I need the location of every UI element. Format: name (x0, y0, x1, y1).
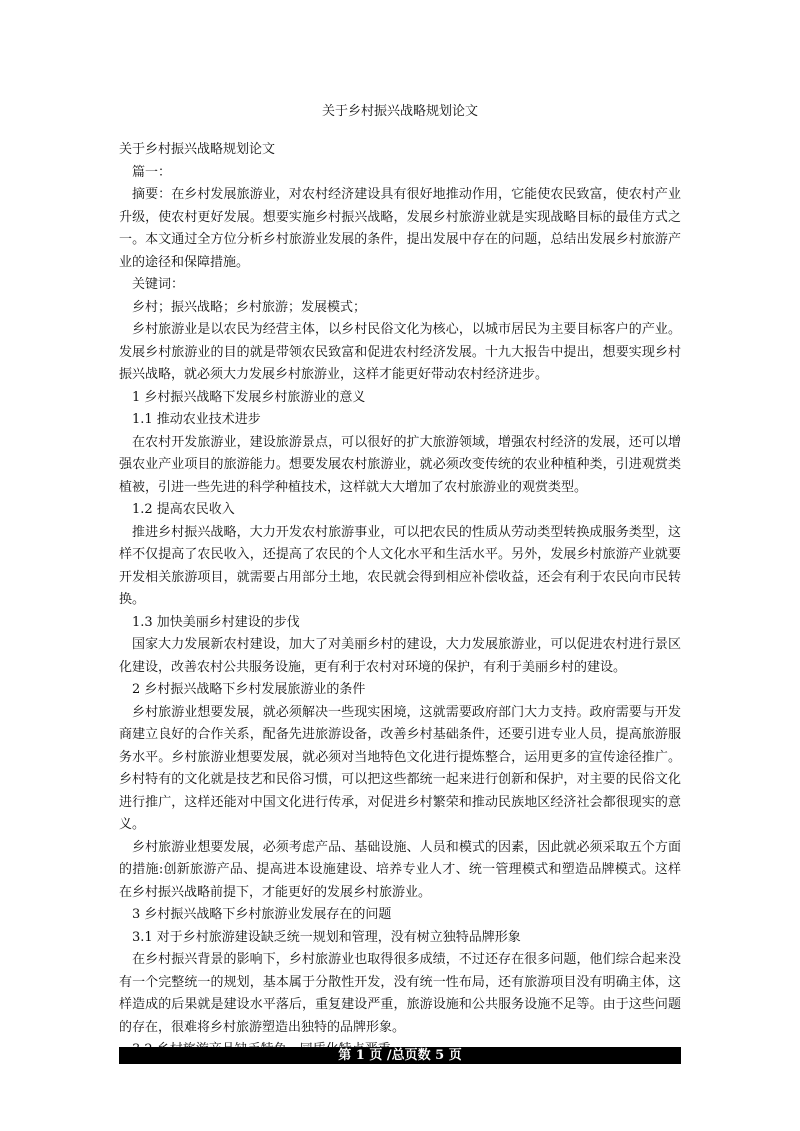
paragraph-1-3: 国家大力发展新农村建设，加大了对美丽乡村的建设，大力发展旅游业，可以促进农村进行景区化建设，改善农村公共服务设施，更有利于农村对环境的保护，有利于美丽乡村的建设。 (119, 637, 681, 675)
subsection-heading-1-2: 1.2 提高农民收入 (132, 502, 235, 517)
section-heading-3: 3 乡村振兴战略下乡村旅游业发展存在的问题 (132, 907, 392, 922)
paragraph-3-1: 在乡村振兴背景的影响下，乡村旅游业也取得很多成绩，不过还存在很多问题，他们综合起来没有一个完整统一的规划，基本属于分散性开发，没有统一性布局，还有旅游项目没有明确主体，这样造成的后果就是建设水平落后，重复建设严重，旅游设施和公共服务设施不足等。由于这些问题的存在，很难将乡村旅游塑造出独特的品牌形象。 (119, 952, 681, 1035)
intro-paragraph: 乡村旅游业是以农民为经营主体，以乡村民俗文化为核心，以城市居民为主要目标客户的产业。发展乡村旅游业的目的就是带领农民致富和促进农村经济发展。十九大报告中提出，想要实现乡村振兴战略，就必须大力发展乡村旅游业，这样才能更好带动农村经济进步。 (119, 322, 681, 382)
abstract-paragraph: 摘要：在乡村发展旅游业，对农村经济建设具有很好地推动作用，它能使农民致富，使农村产业升级，使农村更好发展。想要实施乡村振兴战略，发展乡村旅游业就是实现战略目标的最佳方式之一。本文通过全方位分析乡村旅游业发展的条件，提出发展中存在的问题，总结出发展乡村旅游产业的途径和保障措施。 (119, 187, 681, 270)
keywords-text: 乡村；振兴战略；乡村旅游；发展模式； (132, 299, 367, 315)
keywords-label: 关键词： (132, 277, 185, 292)
page-footer: 第 1 页 /总页数 5 页 (119, 1047, 681, 1064)
section-heading-2: 2 乡村振兴战略下乡村发展旅游业的条件 (132, 682, 366, 697)
paragraph-2b: 乡村旅游业想要发展，必须考虑产品、基础设施、人员和模式的因素，因此就必须采取五个方面的措施:创新旅游产品、提高进本设施建设、培养专业人才、统一管理模式和塑造品牌模式。这样在乡村振兴战略前提下，才能更好的发展乡村旅游业。 (119, 839, 681, 900)
subsection-heading-1-1: 1.1 推动农业技术进步 (132, 412, 261, 427)
page-title: 关于乡村振兴战略规划论文 (321, 104, 478, 119)
doc-heading: 关于乡村振兴战略规划论文 (119, 142, 276, 157)
paragraph-2a: 乡村旅游业想要发展，就必须解决一些现实困境，这就需要政府部门大力支持。政府需要与开发商建立良好的合作关系，配备先进旅游设备，改善乡村基础条件，还要引进专业人员，提高旅游服务水平。乡村旅游业想要发展，就必须对当地特色文化进行提炼整合，运用更多的宣传途径推广。乡村特有的文化就是技艺和民俗习惯，可以把这些都统一起来进行创新和保护，对主要的民俗文化进行推广，这样还能对中国文化进行传承，对促进乡村繁荣和推动民族地区经济社会都很现实的意义。 (119, 704, 681, 832)
subsection-heading-1-3: 1.3 加快美丽乡村建设的步伐 (132, 614, 300, 630)
section-heading-1: 1 乡村振兴战略下发展乡村旅游业的意义 (132, 389, 366, 405)
document-body (119, 139, 681, 1062)
paragraph-1-2: 推进乡村振兴战略，大力开发农村旅游事业，可以把农民的性质从劳动类型转换成服务类型，这样不仅提高了农民收入，还提高了农民的个人文化水平和生活水平。另外，发展乡村旅游产业就要开发相关旅游项目，就需要占用部分土地，农民就会得到相应补偿收益，还会有利于农民向市民转换。 (119, 524, 681, 607)
subsection-heading-3-1: 3.1 对于乡村旅游建设缺乏统一规划和管理，没有树立独特品牌形象 (132, 929, 521, 945)
part-label: 篇一： (132, 164, 172, 180)
paragraph-1-1: 在农村开发旅游业，建设旅游景点，可以很好的扩大旅游领域，增强农村经济的发展，还可以增强农业产业项目的旅游能力。想要发展农村旅游业，就必须改变传统的农业种植种类，引进观赏类植被，引进一些先进的科学种植技术，这样就大大增加了农村旅游业的观赏类型。 (119, 434, 681, 495)
